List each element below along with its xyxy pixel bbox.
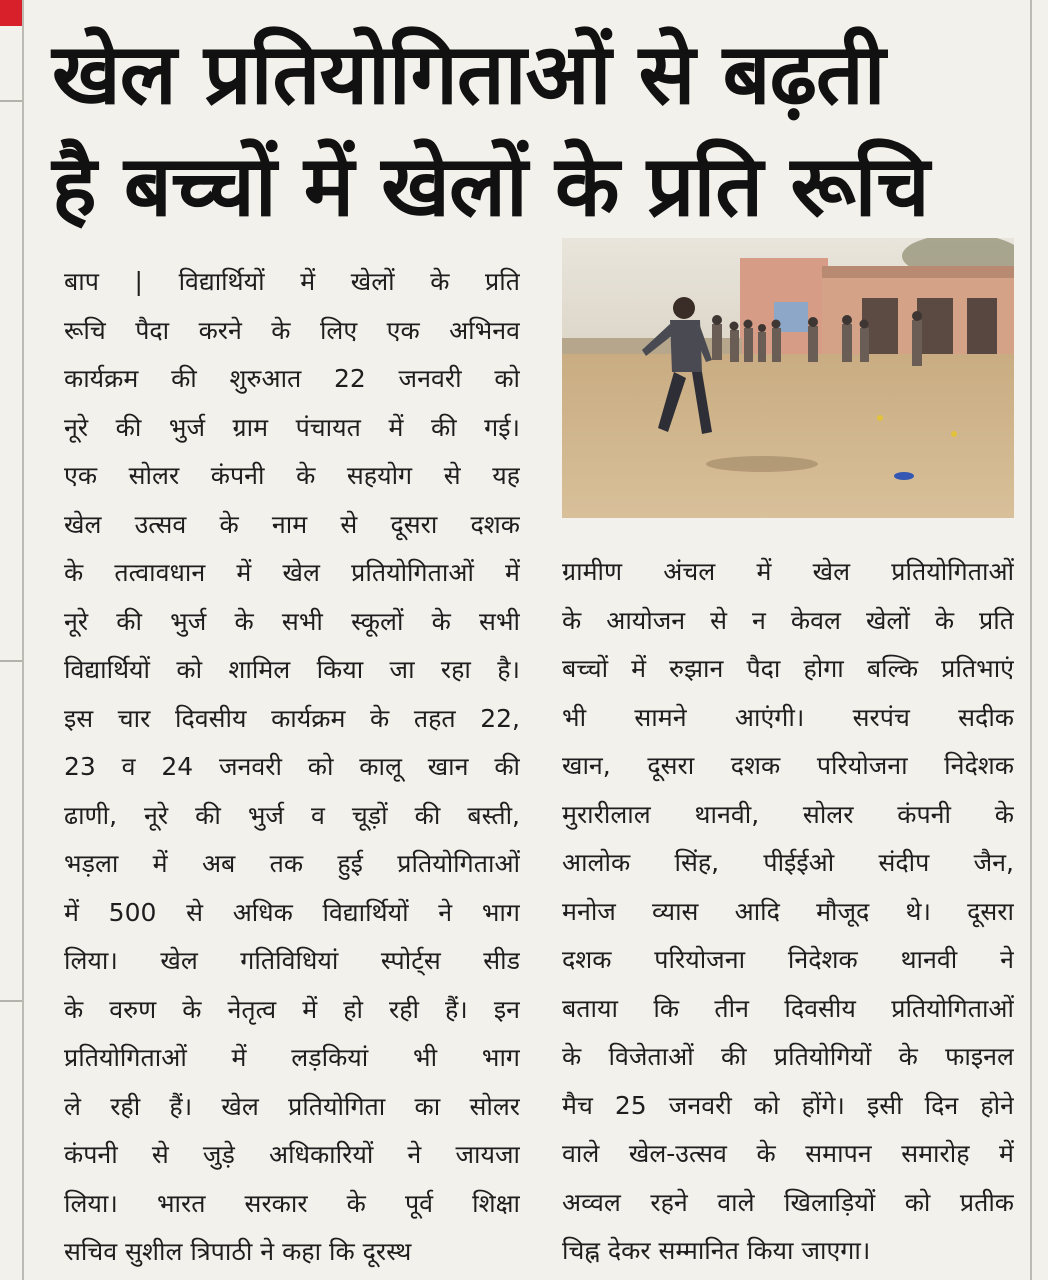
paragraph-line: सचिव सुशील त्रिपाठी ने कहा कि दूरस्थ [64,1237,412,1266]
paragraph-line: वाले खेल-उत्सव के समापन समारोह में [562,1139,1014,1168]
section-marker [0,0,22,26]
paragraph-line: के विजेताओं की प्रतियोगियों के फाइनल [562,1042,1014,1071]
paragraph-line: ढाणी, नूरे की भुर्ज व चूड़ों की बस्ती, [64,800,520,830]
paragraph-line: इस चार दिवसीय कार्यक्रम के तहत 22, [64,703,520,733]
paragraph-line: नूरे की भुर्ज ग्राम पंचायत में की गई। [64,412,520,442]
paragraph-line: प्रतियोगिताओं में लड़कियां भी भाग [64,1043,520,1072]
paragraph-line: लिया। खेल गतिविधियां स्पोर्ट्स सीड [64,946,520,975]
paragraph-line: के तत्वावधान में खेल प्रतियोगिताओं में [64,558,520,587]
headline [52,18,1012,242]
article-column-1 [64,258,520,1277]
paragraph-line: रूचि पैदा करने के लिए एक अभिनव [64,315,520,345]
paragraph-line: लिया। भारत सरकार के पूर्व शिक्षा [64,1188,520,1218]
paragraph-line: चिह्न देकर सम्मानित किया जाएगा। [562,1236,871,1265]
paragraph-line: के आयोजन से न केवल खेलों के प्रति [562,605,1014,635]
paragraph-line: विद्यार्थियों को शामिल किया जा रहा है। [64,655,520,684]
paragraph-line: मनोज व्यास आदि मौजूद थे। दूसरा [562,896,1014,926]
paragraph-line: कार्यक्रम की शुरुआत 22 जनवरी को [64,364,520,393]
headline-line-2: है बच्चों में खेलों के प्रति रूचि [52,137,929,235]
headline-line-1: खेल प्रतियोगिताओं से बढ़ती [52,25,885,123]
paragraph-line: भड़ला में अब तक हुई प्रतियोगिताओं [64,849,520,878]
news-photo [562,238,1014,518]
paragraph-line: अव्वल रहने वाले खिलाड़ियों को प्रतीक [562,1187,1014,1217]
margin-tick [0,1000,22,1002]
paragraph-line: आलोक सिंह, पीईईओ संदीप जैन, [562,848,1014,877]
paragraph-line: कंपनी से जुड़े अधिकारियों ने जायजा [64,1140,520,1169]
paragraph-line: बताया कि तीन दिवसीय प्रतियोगिताओं [562,993,1014,1023]
paragraph-line: 23 व 24 जनवरी को कालू खान की [64,752,520,781]
paragraph-line: खेल उत्सव के नाम से दूसरा दशक [64,509,520,539]
paragraph-line: नूरे की भुर्ज के सभी स्कूलों के सभी [64,606,520,636]
paragraph-line: बाप | विद्यार्थियों में खेलों के प्रति [64,267,520,296]
right-column-rule [1030,0,1032,1280]
margin-tick [0,100,22,102]
article-column-2 [562,548,1014,1276]
left-column-rule [22,0,24,1280]
paragraph-line: में 500 से अधिक विद्यार्थियों ने भाग [64,897,520,927]
paragraph-line: मैच 25 जनवरी को होंगे। इसी दिन होने [562,1090,1014,1120]
paragraph-line: दशक परियोजना निदेशक थानवी ने [562,945,1014,974]
margin-tick [0,660,22,662]
paragraph-line: ग्रामीण अंचल में खेल प्रतियोगिताओं [562,557,1014,586]
paragraph-line: खान, दूसरा दशक परियोजना निदेशक [562,751,1014,780]
paragraph-line: बच्चों में रुझान पैदा होगा बल्कि प्रतिभाएं [562,654,1014,683]
paragraph-line: के वरुण के नेतृत्व में हो रही हैं। इन [64,994,520,1024]
paragraph-line: ले रही हैं। खेल प्रतियोगिता का सोलर [64,1091,520,1121]
paragraph-line: भी सामने आएंगी। सरपंच सदीक [562,702,1014,732]
photo-illustration [562,238,1014,518]
paragraph-line: मुरारीलाल थानवी, सोलर कंपनी के [562,799,1014,829]
paragraph-line: एक सोलर कंपनी के सहयोग से यह [64,461,520,490]
